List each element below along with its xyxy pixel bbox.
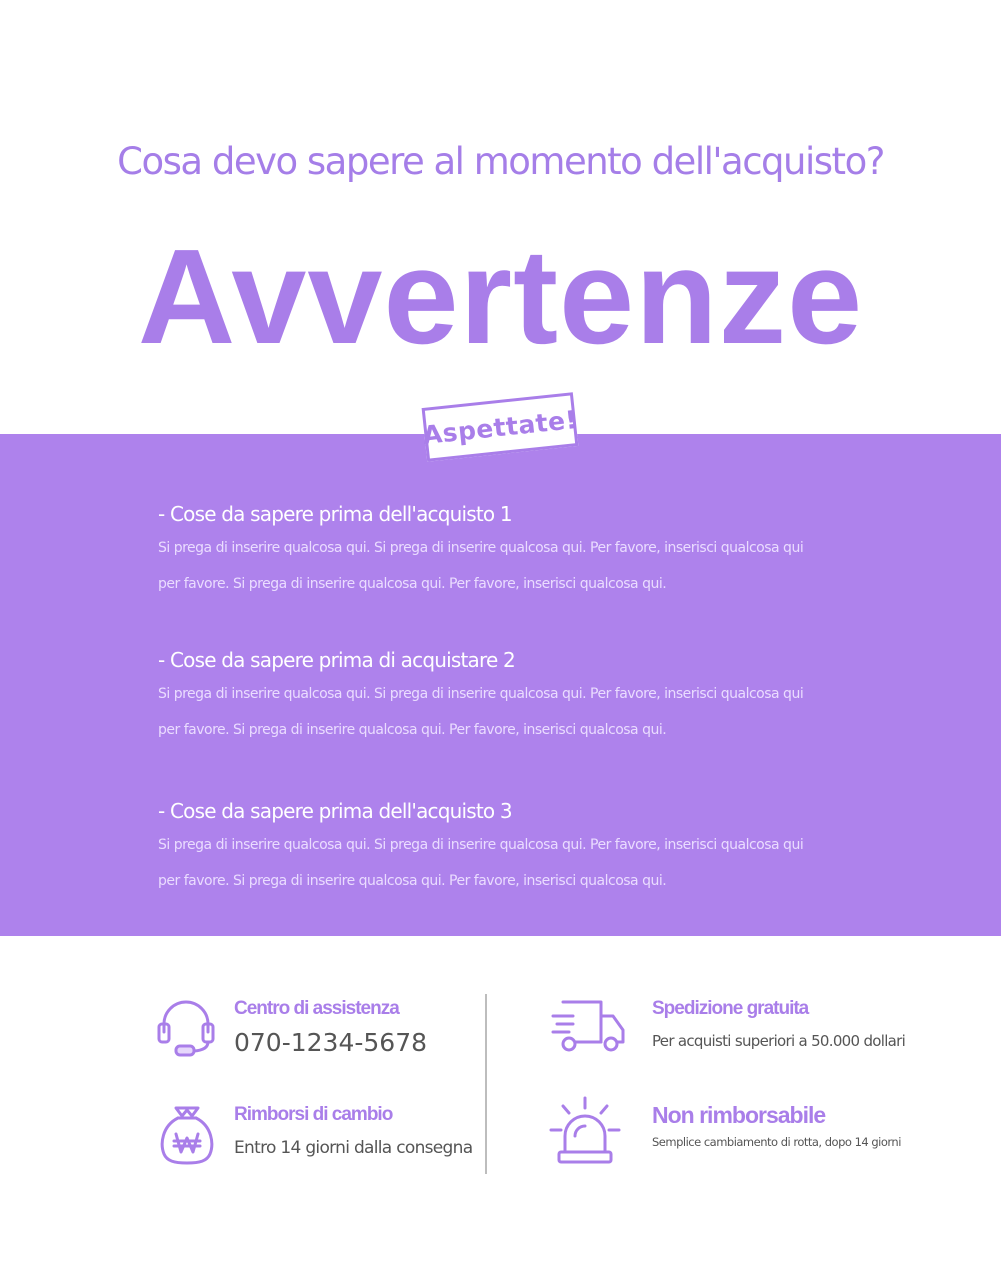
shipping-text: Per acquisti superiori a 50.000 dollari xyxy=(652,1032,906,1050)
info-divider xyxy=(485,994,487,1174)
nonrefund-title: Non rimborsabile xyxy=(652,1102,826,1128)
shipping-title: Spedizione gratuita xyxy=(652,998,809,1019)
nonrefund-text: Semplice cambiamento di rotta, dopo 14 giorni xyxy=(652,1135,901,1149)
money-bag-icon xyxy=(158,1104,216,1166)
headset-icon xyxy=(156,998,216,1060)
notice-section-3 xyxy=(158,797,878,899)
section-text-line: Si prega di inserire qualcosa qui. Si prega di inserire qualcosa qui. Per favore, inserisci qualcosa qui xyxy=(158,837,804,853)
aspettate-stamp: Aspettate! xyxy=(422,392,579,462)
section-heading: - Cose da sapere prima di acquistare 2 xyxy=(158,648,515,672)
page-title: Avvertenze xyxy=(137,221,864,372)
section-heading: - Cose da sapere prima dell'acquisto 3 xyxy=(158,799,512,823)
notice-section-1 xyxy=(158,500,878,602)
refund-text: Entro 14 giorni dalla consegna xyxy=(234,1138,473,1158)
section-text-line: per favore. Si prega di inserire qualcosa qui. Per favore, inserisci qualcosa qui. xyxy=(158,722,667,738)
notice-section-2 xyxy=(158,646,878,748)
section-text-line: Si prega di inserire qualcosa qui. Si prega di inserire qualcosa qui. Per favore, inserisci qualcosa qui xyxy=(158,686,804,702)
support-title: Centro di assistenza xyxy=(234,998,399,1019)
page-subtitle: Cosa devo sapere al momento dell'acquisto? xyxy=(117,140,884,183)
section-text-line: per favore. Si prega di inserire qualcosa qui. Per favore, inserisci qualcosa qui. xyxy=(158,873,667,889)
section-text-line: per favore. Si prega di inserire qualcosa qui. Per favore, inserisci qualcosa qui. xyxy=(158,576,667,592)
section-heading: - Cose da sapere prima dell'acquisto 1 xyxy=(158,502,512,526)
siren-icon xyxy=(549,1096,621,1166)
refund-title: Rimborsi di cambio xyxy=(234,1104,393,1125)
support-phone: 070-1234-5678 xyxy=(234,1028,428,1057)
section-text-line: Si prega di inserire qualcosa qui. Si prega di inserire qualcosa qui. Per favore, inserisci qualcosa qui xyxy=(158,540,804,556)
delivery-truck-icon xyxy=(551,998,627,1056)
